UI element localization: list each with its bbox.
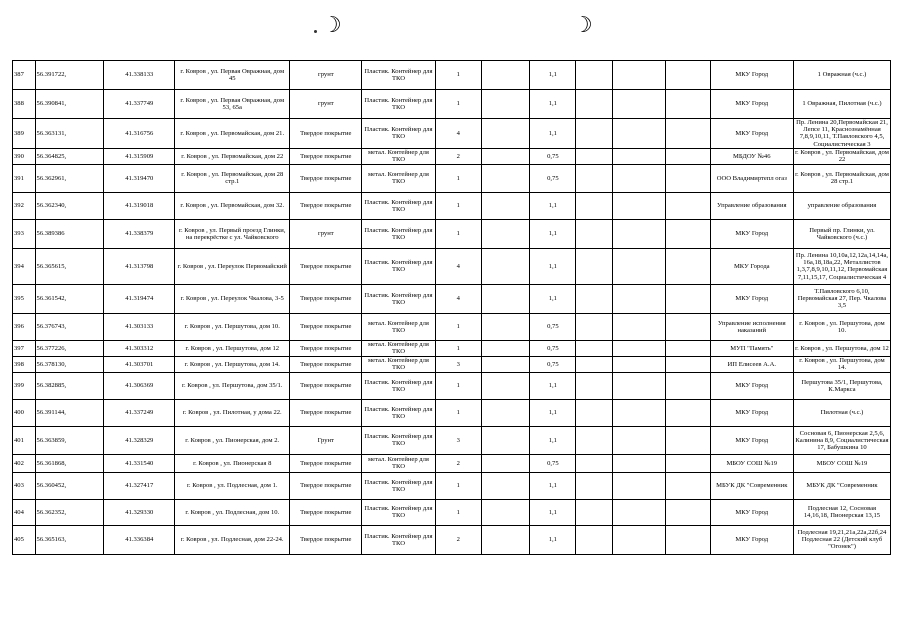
- empty-cell: [481, 119, 529, 149]
- container-count-cell: 1: [435, 219, 481, 248]
- empty-cell: [612, 372, 665, 399]
- container-type-cell: Пластик. Контейнер для ТКО: [362, 472, 435, 499]
- empty-cell: [612, 148, 665, 164]
- empty-cell: [665, 525, 710, 554]
- page-mark-right: ☽: [573, 12, 593, 37]
- empty-cell: [576, 472, 612, 499]
- surface-cell: Твердое покрытие: [290, 372, 362, 399]
- owner-cell: МКУ Город: [710, 90, 793, 119]
- row-number: 400: [13, 399, 36, 426]
- container-type-cell: Пластик. Контейнер для ТКО: [362, 399, 435, 426]
- empty-cell: [481, 454, 529, 472]
- empty-cell: [665, 356, 710, 372]
- served-addresses-cell: 1 Овражная, Пилотная (ч.с.): [793, 90, 890, 119]
- container-type-cell: Пластик. Контейнер для ТКО: [362, 219, 435, 248]
- owner-cell: МКУ Город: [710, 119, 793, 149]
- surface-cell: Твердое покрытие: [290, 525, 362, 554]
- empty-cell: [481, 284, 529, 313]
- table-row: [13, 219, 891, 248]
- table-row: [13, 148, 891, 164]
- longitude-cell: 41.319018: [104, 192, 175, 219]
- served-addresses-cell: г. Ковров , ул. Первомайская, дом 22: [795, 149, 889, 164]
- table-row: [13, 426, 891, 454]
- address-cell: г. Ковров , ул. Первый проезд Глинки, на перекрёстке с ул. Чайковского: [175, 219, 290, 248]
- empty-cell: [612, 454, 665, 472]
- container-type-cell: Пластик. Контейнер для ТКО: [362, 61, 435, 90]
- latitude-cell: 56.363859,: [35, 426, 104, 454]
- address-cell: г. Ковров , ул. Первомайская, дом 21.: [175, 119, 290, 149]
- volume-cell: 1,1: [530, 399, 576, 426]
- empty-cell: [665, 454, 710, 472]
- container-type-cell: Пластик. Контейнер для ТКО: [362, 499, 435, 525]
- row-number: 391: [13, 164, 36, 192]
- volume-cell: 1,1: [530, 248, 576, 284]
- row-number: 404: [13, 499, 36, 525]
- row-number: 403: [13, 472, 36, 499]
- longitude-cell: 41.303312: [104, 340, 175, 356]
- surface-cell: Твердое покрытие: [290, 119, 362, 149]
- surface-cell: Твердое покрытие: [290, 248, 362, 284]
- empty-cell: [612, 119, 665, 149]
- empty-cell: [481, 340, 529, 356]
- table-row: [13, 90, 891, 119]
- owner-cell: МКУ Город: [710, 499, 793, 525]
- longitude-cell: 41.328329: [104, 426, 175, 454]
- surface-cell: Твердое покрытие: [290, 340, 362, 356]
- longitude-cell: 41.329330: [104, 499, 175, 525]
- empty-cell: [576, 313, 612, 340]
- table-row: [13, 525, 891, 554]
- surface-cell: Грунт: [290, 426, 362, 454]
- longitude-cell: 41.337249: [104, 399, 175, 426]
- container-count-cell: 1: [435, 472, 481, 499]
- served-addresses-cell: Первый пр. Глинки, ул. Чайковского (ч.с.): [793, 219, 890, 248]
- page-dot: [314, 30, 317, 33]
- longitude-cell: 41.319474: [104, 284, 175, 313]
- empty-cell: [481, 192, 529, 219]
- container-type-cell: Пластик. Контейнер для ТКО: [362, 119, 435, 149]
- row-number: 389: [13, 119, 36, 149]
- longitude-cell: 41.303133: [104, 313, 175, 340]
- latitude-cell: 56.361868,: [35, 454, 104, 472]
- surface-cell: Твердое покрытие: [290, 192, 362, 219]
- container-count-cell: 3: [435, 356, 481, 372]
- address-cell: г. Ковров , ул. Переулок Первомайский: [175, 248, 290, 284]
- container-count-cell: 4: [435, 119, 481, 149]
- latitude-cell: 56.391144,: [35, 399, 104, 426]
- row-number: 390: [13, 148, 36, 164]
- longitude-cell: 41.336384: [104, 525, 175, 554]
- page-mark-left: ☽: [322, 12, 342, 37]
- empty-cell: [665, 399, 710, 426]
- address-cell: г. Ковров , ул. Першутова, дом 10.: [175, 313, 290, 340]
- container-type-cell: Пластик. Контейнер для ТКО: [362, 284, 435, 313]
- table-row: [13, 454, 891, 472]
- latitude-cell: 56.365615,: [35, 248, 104, 284]
- empty-cell: [665, 164, 710, 192]
- owner-cell: МБДОУ №46: [710, 148, 793, 164]
- surface-cell: Твердое покрытие: [290, 164, 362, 192]
- table-row: [13, 61, 891, 90]
- surface-cell: грунт: [290, 219, 362, 248]
- empty-cell: [612, 219, 665, 248]
- container-count-cell: 2: [435, 525, 481, 554]
- empty-cell: [576, 356, 612, 372]
- container-count-cell: 1: [435, 340, 481, 356]
- address-cell: г. Ковров , ул. Первомайская, дом 28 стр.1: [175, 164, 290, 192]
- empty-cell: [612, 499, 665, 525]
- owner-cell: МКУ Город: [710, 219, 793, 248]
- volume-cell: 0,75: [530, 164, 576, 192]
- empty-cell: [665, 90, 710, 119]
- container-type-cell: Пластик. Контейнер для ТКО: [362, 525, 435, 554]
- row-number: 395: [13, 284, 36, 313]
- latitude-cell: 56.365163,: [35, 525, 104, 554]
- address-cell: г. Ковров , ул. Подлесная, дом 22-24.: [175, 525, 290, 554]
- empty-cell: [481, 499, 529, 525]
- table-row: [13, 119, 891, 149]
- address-cell: г. Ковров , ул. Первая Овражная, дом 45: [175, 61, 290, 90]
- table-row: [13, 399, 891, 426]
- surface-cell: грунт: [290, 90, 362, 119]
- latitude-cell: 56.376743,: [35, 313, 104, 340]
- volume-cell: 0,75: [530, 454, 576, 472]
- address-cell: г. Ковров , ул. Первая Овражная, дом 53, 65а: [175, 90, 290, 119]
- empty-cell: [612, 313, 665, 340]
- latitude-cell: 56.362961,: [35, 164, 104, 192]
- empty-cell: [576, 164, 612, 192]
- address-cell: г. Ковров , ул. Подлесная, дом 1.: [175, 472, 290, 499]
- empty-cell: [576, 248, 612, 284]
- served-addresses-cell: г. Ковров , ул. Першутова, дом 12: [793, 340, 890, 356]
- container-count-cell: 1: [435, 90, 481, 119]
- empty-cell: [576, 499, 612, 525]
- empty-cell: [481, 219, 529, 248]
- volume-cell: 0,75: [530, 356, 576, 372]
- empty-cell: [481, 525, 529, 554]
- address-cell: г. Ковров , ул. Первомайская, дом 22: [175, 148, 290, 164]
- volume-cell: 1,1: [530, 192, 576, 219]
- empty-cell: [665, 340, 710, 356]
- empty-cell: [665, 426, 710, 454]
- row-number: 405: [13, 525, 36, 554]
- empty-cell: [665, 219, 710, 248]
- longitude-cell: 41.338379: [104, 219, 175, 248]
- table-row: [13, 356, 891, 372]
- empty-cell: [665, 119, 710, 149]
- empty-cell: [576, 148, 612, 164]
- row-number: 397: [13, 340, 36, 356]
- served-addresses-cell: Подлесная 12, Сосновая 14,16,18, Пионерская 13,15: [793, 499, 890, 525]
- row-number: 393: [13, 219, 36, 248]
- container-count-cell: 1: [435, 192, 481, 219]
- volume-cell: 1,1: [530, 284, 576, 313]
- address-cell: г. Ковров , ул. Пионерская, дом 2.: [175, 426, 290, 454]
- address-cell: г. Ковров , ул. Переулок Чкалова, 3-5: [175, 284, 290, 313]
- served-addresses-cell: Пр. Ленина 20,Первомайская 21, Лепсе 11, Краснознамённая 7,8,9,10,11, Т.Павловского 4,5, Социалистическая 3: [793, 119, 890, 149]
- container-type-cell: метал. Контейнер для ТКО: [362, 356, 435, 372]
- longitude-cell: 41.337749: [104, 90, 175, 119]
- empty-cell: [612, 426, 665, 454]
- empty-cell: [481, 356, 529, 372]
- longitude-cell: 41.306369: [104, 372, 175, 399]
- owner-cell: МКУ Город: [710, 61, 793, 90]
- empty-cell: [612, 192, 665, 219]
- volume-cell: 1,1: [530, 426, 576, 454]
- surface-cell: Твердое покрытие: [290, 356, 362, 372]
- address-cell: г. Ковров , ул. Першутова, дом 12: [175, 340, 290, 356]
- table-row: [13, 499, 891, 525]
- container-type-cell: Пластик. Контейнер для ТКО: [362, 192, 435, 219]
- empty-cell: [576, 192, 612, 219]
- empty-cell: [665, 61, 710, 90]
- empty-cell: [612, 248, 665, 284]
- empty-cell: [612, 356, 665, 372]
- container-type-cell: метал. Контейнер для ТКО: [362, 454, 435, 472]
- latitude-cell: 56.377226,: [35, 340, 104, 356]
- container-type-cell: метал. Контейнер для ТКО: [362, 340, 435, 356]
- latitude-cell: 56.364825,: [35, 148, 104, 164]
- table-row: [13, 248, 891, 284]
- served-addresses-cell: 1 Овражная (ч.с.): [793, 61, 890, 90]
- empty-cell: [665, 499, 710, 525]
- empty-cell: [612, 284, 665, 313]
- empty-cell: [612, 164, 665, 192]
- volume-cell: 0,75: [530, 340, 576, 356]
- latitude-cell: 56.391722,: [35, 61, 104, 90]
- empty-cell: [481, 372, 529, 399]
- volume-cell: 1,1: [530, 525, 576, 554]
- empty-cell: [481, 164, 529, 192]
- empty-cell: [665, 192, 710, 219]
- served-addresses-cell: МБУК ДК "Современник: [793, 472, 890, 499]
- container-type-cell: Пластик. Контейнер для ТКО: [362, 372, 435, 399]
- container-type-cell: метал. Контейнер для ТКО: [362, 313, 435, 340]
- container-count-cell: 2: [435, 148, 481, 164]
- container-count-cell: 1: [435, 313, 481, 340]
- empty-cell: [481, 61, 529, 90]
- longitude-cell: 41.331540: [104, 454, 175, 472]
- empty-cell: [576, 119, 612, 149]
- latitude-cell: 56.378130,: [35, 356, 104, 372]
- latitude-cell: 56.382885,: [35, 372, 104, 399]
- volume-cell: 1,1: [530, 90, 576, 119]
- empty-cell: [665, 372, 710, 399]
- empty-cell: [576, 399, 612, 426]
- row-number: 394: [13, 248, 36, 284]
- table-row: [13, 313, 891, 340]
- table-body: [13, 61, 891, 555]
- empty-cell: [481, 148, 529, 164]
- served-addresses-cell: управление образования: [793, 192, 890, 219]
- table-row: [13, 164, 891, 192]
- empty-cell: [665, 248, 710, 284]
- latitude-cell: 56.389386: [35, 219, 104, 248]
- latitude-cell: 56.362352,: [35, 499, 104, 525]
- latitude-cell: 56.362340,: [35, 192, 104, 219]
- table-row: [13, 372, 891, 399]
- container-count-cell: 1: [435, 164, 481, 192]
- served-addresses-cell: Пилотная (ч.с.): [793, 399, 890, 426]
- served-addresses-cell: г. Ковров , ул. Першутова, дом 14.: [793, 356, 890, 372]
- latitude-cell: 56.361542,: [35, 284, 104, 313]
- container-count-cell: 2: [435, 454, 481, 472]
- owner-cell: МКУ Город: [710, 426, 793, 454]
- volume-cell: 1,1: [530, 372, 576, 399]
- empty-cell: [665, 313, 710, 340]
- surface-cell: Твердое покрытие: [290, 313, 362, 340]
- volume-cell: 1,1: [530, 499, 576, 525]
- container-type-cell: Пластик. Контейнер для ТКО: [362, 426, 435, 454]
- empty-cell: [665, 472, 710, 499]
- empty-cell: [576, 372, 612, 399]
- empty-cell: [612, 61, 665, 90]
- volume-cell: 1,1: [530, 119, 576, 149]
- served-addresses-cell: МБОУ СОШ №19: [793, 454, 890, 472]
- container-count-cell: 4: [435, 284, 481, 313]
- address-cell: г. Ковров , ул. Первомайская, дом 32.: [175, 192, 290, 219]
- owner-cell: МУП "Память": [710, 340, 793, 356]
- volume-cell: 1,1: [530, 61, 576, 90]
- table-row: [13, 472, 891, 499]
- empty-cell: [576, 284, 612, 313]
- volume-cell: 0,75: [530, 313, 576, 340]
- latitude-cell: 56.360452,: [35, 472, 104, 499]
- empty-cell: [481, 313, 529, 340]
- volume-cell: 0,75: [530, 148, 576, 164]
- longitude-cell: 41.313798: [104, 248, 175, 284]
- latitude-cell: 56.390841,: [35, 90, 104, 119]
- owner-cell: МБОУ СОШ №19: [710, 454, 793, 472]
- table-row: [13, 340, 891, 356]
- empty-cell: [612, 399, 665, 426]
- empty-cell: [612, 525, 665, 554]
- served-addresses-cell: Пр. Ленина 10,10а,12,12а,14,14а, 16а,18,18а,22, Металлистов 1,3,7,8,9,10,11,12, Первомайская 7,11,15,17, Социалистическая 4: [793, 248, 890, 284]
- container-count-cell: 1: [435, 61, 481, 90]
- surface-cell: Твердое покрытие: [290, 454, 362, 472]
- volume-cell: 1,1: [530, 219, 576, 248]
- empty-cell: [576, 61, 612, 90]
- container-count-cell: 1: [435, 399, 481, 426]
- container-type-cell: Пластик. Контейнер для ТКО: [362, 248, 435, 284]
- owner-cell: Управление образования: [710, 192, 793, 219]
- volume-cell: 1,1: [530, 472, 576, 499]
- row-number: 398: [13, 356, 36, 372]
- surface-cell: Твердое покрытие: [290, 148, 362, 164]
- owner-cell: Управление исполнения наказаний: [710, 313, 793, 340]
- empty-cell: [481, 472, 529, 499]
- served-addresses-cell: Сосновая 6, Пионерская 2,5,6, Калинина 8,9, Социалистическая 17, Бабушкина 10: [793, 426, 890, 454]
- table-row: [13, 192, 891, 219]
- longitude-cell: 41.315909: [104, 148, 175, 164]
- container-sites-table: [12, 60, 891, 555]
- row-number: 396: [13, 313, 36, 340]
- address-cell: г. Ковров , ул. Пионерская 8: [175, 454, 290, 472]
- address-cell: г. Ковров , ул. Пилотная, у дома 22.: [175, 399, 290, 426]
- longitude-cell: 41.303701: [104, 356, 175, 372]
- container-count-cell: 4: [435, 248, 481, 284]
- surface-cell: Твердое покрытие: [290, 499, 362, 525]
- empty-cell: [612, 340, 665, 356]
- row-number: 399: [13, 372, 36, 399]
- owner-cell: МКУ Города: [710, 248, 793, 284]
- surface-cell: Твердое покрытие: [290, 472, 362, 499]
- container-count-cell: 1: [435, 372, 481, 399]
- owner-cell: ИП Елисеев А.А.: [710, 356, 793, 372]
- empty-cell: [576, 426, 612, 454]
- longitude-cell: 41.338133: [104, 61, 175, 90]
- row-number: 388: [13, 90, 36, 119]
- empty-cell: [576, 219, 612, 248]
- served-addresses-cell: Першутова 35/1, Першутова, К.Маркса: [793, 372, 890, 399]
- container-type-cell: метал. Контейнер для ТКО: [362, 164, 435, 192]
- owner-cell: МКУ Город: [710, 372, 793, 399]
- empty-cell: [576, 454, 612, 472]
- empty-cell: [481, 399, 529, 426]
- address-cell: г. Ковров , ул. Подлесная, дом 10.: [175, 499, 290, 525]
- container-type-cell: Пластик. Контейнер для ТКО: [362, 90, 435, 119]
- owner-cell: МКУ Город: [710, 525, 793, 554]
- owner-cell: МКУ Город: [710, 284, 793, 313]
- empty-cell: [576, 340, 612, 356]
- empty-cell: [481, 248, 529, 284]
- served-addresses-cell: Т.Павловского 6,10, Первомайская 27, Пер. Чкалова 3,5: [793, 284, 890, 313]
- empty-cell: [481, 90, 529, 119]
- container-count-cell: 3: [435, 426, 481, 454]
- surface-cell: грунт: [290, 61, 362, 90]
- empty-cell: [576, 525, 612, 554]
- container-count-cell: 1: [435, 499, 481, 525]
- owner-cell: МКУ Город: [710, 399, 793, 426]
- latitude-cell: 56.363131,: [35, 119, 104, 149]
- empty-cell: [612, 472, 665, 499]
- row-number: 387: [13, 61, 36, 90]
- empty-cell: [576, 90, 612, 119]
- served-addresses-cell: г. Ковров , ул. Первомайская, дом 28 стр.1: [793, 164, 890, 192]
- empty-cell: [612, 90, 665, 119]
- owner-cell: МБУК ДК "Современник: [710, 472, 793, 499]
- served-addresses-cell: г. Ковров , ул. Першутова, дом 10.: [793, 313, 890, 340]
- empty-cell: [481, 426, 529, 454]
- address-cell: г. Ковров , ул. Першутова, дом 35/1.: [175, 372, 290, 399]
- address-cell: г. Ковров , ул. Першутова, дом 14.: [175, 356, 290, 372]
- longitude-cell: 41.316756: [104, 119, 175, 149]
- row-number: 402: [13, 454, 36, 472]
- table-row: [13, 284, 891, 313]
- empty-cell: [665, 148, 710, 164]
- empty-cell: [665, 284, 710, 313]
- surface-cell: Твердое покрытие: [290, 399, 362, 426]
- row-number: 401: [13, 426, 36, 454]
- row-number: 392: [13, 192, 36, 219]
- served-addresses-cell: Подлесная 19,21,21а,22а,22б,24 Подлесная 22 (Детский клуб "Огонек"): [793, 525, 890, 554]
- owner-cell: ООО Владимиртепл огаз: [710, 164, 793, 192]
- surface-cell: Твердое покрытие: [290, 284, 362, 313]
- longitude-cell: 41.319470: [104, 164, 175, 192]
- longitude-cell: 41.327417: [104, 472, 175, 499]
- container-type-cell: метал. Контейнер для ТКО: [362, 148, 435, 164]
